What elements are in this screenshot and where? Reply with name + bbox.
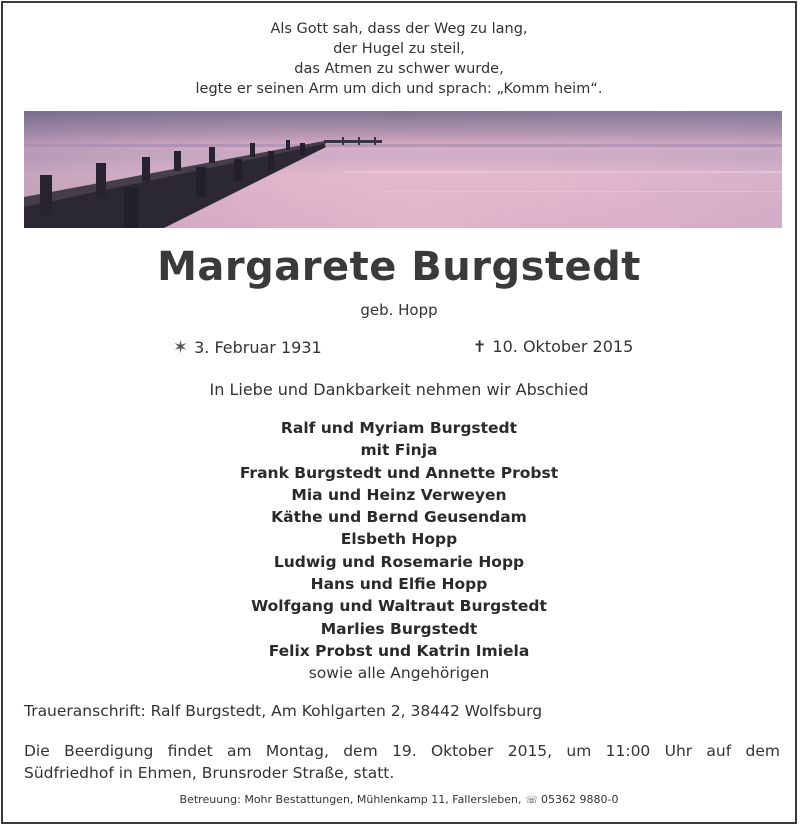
- death-date: 10. Oktober 2015: [492, 337, 634, 356]
- mourners-list: [3, 417, 795, 685]
- farewell-text: In Liebe und Dankbarkeit nehmen wir Abschied: [209, 380, 589, 399]
- star-icon: ✶: [173, 337, 189, 358]
- mourner-item: Ralf und Myriam Burgstedt: [280, 419, 518, 437]
- undertaker-text: Betreuung: Mohr Bestattungen, Mühlenkamp 11, Fallersleben,: [179, 793, 522, 806]
- poem-line: der Hugel zu steil,: [333, 41, 465, 57]
- mourner-item: Wolfgang und Waltraut Burgstedt: [251, 597, 547, 616]
- death-date-line: [473, 337, 633, 356]
- mourner-item: Käthe und Bernd Geusendam: [271, 508, 527, 527]
- poem-line: legte er seinen Arm um dich und sprach: „Komm heim“.: [195, 81, 603, 97]
- poem: [3, 19, 795, 99]
- mourner-item: Felix Probst und Katrin Imiela: [268, 641, 530, 660]
- poem-line: Als Gott sah, dass der Weg zu lang,: [270, 21, 528, 37]
- telephone-icon: ☏: [525, 795, 538, 806]
- mourner-item: Mia und Heinz Verweyen: [291, 485, 507, 504]
- funeral-line: Die Beerdigung findet am Montag, dem 19. Oktober 2015, um 11:00 Uhr auf dem: [24, 742, 780, 760]
- maiden-name: geb. Hopp: [360, 301, 438, 319]
- mourning-address: Traueranschrift: Ralf Burgstedt, Am Kohlgarten 2, 38442 Wolfsburg: [24, 702, 543, 720]
- mourner-item: Frank Burgstedt und Annette Probst: [239, 463, 559, 482]
- mourner-item: Hans und Elfie Hopp: [310, 575, 488, 594]
- undertaker-footer: [3, 793, 795, 806]
- mourner-item: Elsbeth Hopp: [340, 530, 458, 549]
- birth-date-line: [173, 337, 322, 358]
- poem-line: das Atmen zu schwer wurde,: [294, 61, 504, 77]
- obituary-notice: [1, 1, 797, 824]
- cross-icon: ✝: [473, 337, 487, 356]
- jetty-photo: [24, 111, 782, 228]
- mourner-item: Marlies Burgstedt: [320, 619, 478, 638]
- birth-date: 3. Februar 1931: [194, 338, 322, 357]
- relatives-line: sowie alle Angehörigen: [308, 664, 490, 683]
- undertaker-phone: 05362 9880-0: [541, 793, 619, 806]
- mourner-item: Ludwig und Rosemarie Hopp: [273, 552, 525, 571]
- funeral-line: Südfriedhof in Ehmen, Brunsroder Straße, statt.: [24, 764, 395, 782]
- funeral-info: [24, 740, 780, 784]
- mourner-item: mit Finja: [360, 441, 438, 460]
- deceased-name: Margarete Burgstedt: [157, 244, 641, 290]
